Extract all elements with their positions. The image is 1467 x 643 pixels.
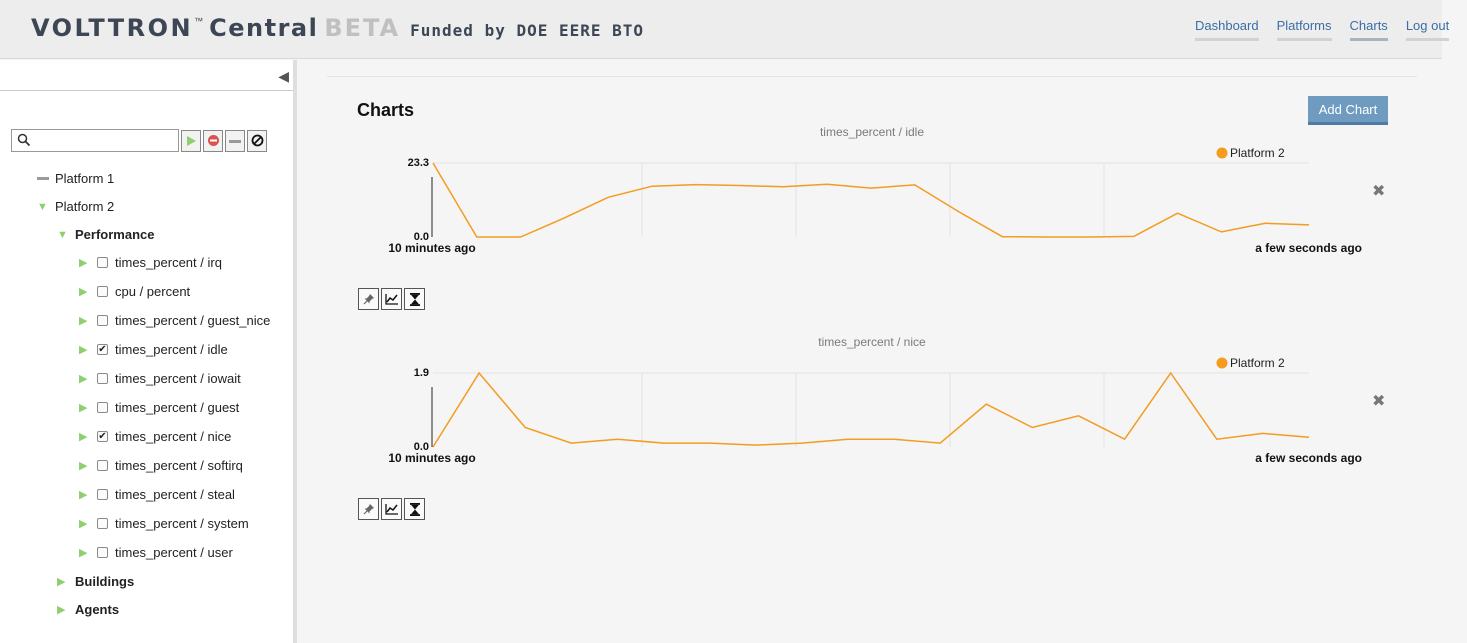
tree-item-label: times_percent / idle	[115, 342, 228, 357]
topic-checkbox[interactable]	[97, 402, 108, 413]
topic-checkbox[interactable]	[97, 489, 108, 500]
tree-item-topic[interactable]	[79, 458, 243, 473]
topic-checkbox[interactable]	[97, 460, 108, 471]
triangle-right-icon[interactable]: ▶	[79, 518, 88, 530]
filter-clear-button[interactable]	[247, 130, 267, 152]
chart-title: times_percent / idle	[819, 125, 925, 139]
filter-running-button[interactable]	[181, 130, 201, 152]
triangle-right-icon[interactable]: ▶	[79, 489, 88, 501]
tree-item-label: times_percent / guest	[115, 400, 240, 415]
tree-item-topic[interactable]	[79, 371, 241, 386]
status-unknown-icon	[37, 177, 49, 180]
topic-checkbox[interactable]	[97, 286, 108, 297]
y-min-label: 0.0	[413, 441, 429, 453]
pin-icon	[363, 293, 375, 305]
triangle-right-icon[interactable]: ▶	[79, 257, 88, 269]
chart-toolbar	[358, 498, 427, 520]
tree-item-topic[interactable]	[79, 516, 249, 531]
stop-circle-icon	[207, 134, 220, 147]
main-content	[301, 60, 1442, 643]
brand-name: VOLTTRON	[31, 14, 194, 42]
triangle-right-icon[interactable]: ▶	[79, 315, 88, 327]
divider	[327, 76, 1417, 77]
top-nav	[1195, 18, 1467, 41]
x-end-label: a few seconds ago	[1255, 241, 1362, 255]
line-chart-icon	[385, 293, 399, 305]
triangle-right-icon[interactable]: ▶	[79, 286, 88, 298]
tree-item-topic[interactable]	[79, 313, 270, 328]
nav-platforms[interactable]: Platforms	[1277, 18, 1332, 41]
brand-logo	[31, 14, 644, 46]
topic-checkbox[interactable]	[97, 518, 108, 529]
search-icon	[17, 133, 31, 147]
pin-icon	[363, 503, 375, 515]
tree-item-platform-1[interactable]	[37, 171, 114, 186]
brand-funded: Funded by DOE EERE BTO	[410, 21, 645, 40]
tree-item-label: times_percent / irq	[115, 255, 222, 270]
series-line-platform-2	[433, 373, 1309, 447]
tree-item-label: Agents	[75, 602, 120, 617]
topic-checkbox[interactable]	[97, 315, 108, 326]
brand-product: Central	[209, 14, 319, 42]
search-box	[11, 129, 179, 152]
tree-item-topic[interactable]	[79, 284, 190, 299]
topic-checkbox[interactable]	[97, 373, 108, 384]
tree-item-label: Platform 1	[55, 171, 115, 186]
play-icon	[185, 135, 197, 147]
close-chart-icon[interactable]: ✖	[1372, 393, 1386, 410]
nav-charts[interactable]: Charts	[1350, 18, 1388, 41]
add-chart-button[interactable]: Add Chart	[1308, 96, 1388, 125]
tree-item-label: times_percent / iowait	[115, 371, 241, 386]
chart-grid	[433, 163, 1309, 237]
triangle-right-icon[interactable]: ▶	[79, 344, 88, 356]
pin-chart-button[interactable]	[358, 498, 379, 520]
chart-title: times_percent / nice	[818, 335, 926, 349]
tree-item-agents[interactable]	[57, 602, 119, 617]
triangle-down-icon[interactable]: ▼	[37, 200, 48, 213]
triangle-down-icon[interactable]: ▼	[57, 228, 68, 241]
hourglass-icon	[410, 503, 420, 516]
hourglass-icon	[410, 293, 420, 306]
topic-checkbox[interactable]: ✔	[98, 343, 107, 355]
brand-trademark: ™	[194, 16, 204, 26]
triangle-right-icon[interactable]: ▶	[57, 576, 66, 588]
triangle-right-icon[interactable]: ▶	[57, 604, 66, 616]
chart-panel-nice	[357, 335, 1407, 535]
tree-item-topic[interactable]	[79, 255, 222, 270]
topic-checkbox[interactable]	[97, 547, 108, 558]
tree-item-label: Performance	[75, 227, 155, 242]
legend-label: Platform 2	[1230, 356, 1285, 370]
topic-checkbox[interactable]	[97, 257, 108, 268]
tree-item-topic[interactable]	[79, 342, 228, 357]
triangle-right-icon[interactable]: ▶	[79, 431, 88, 443]
filter-unknown-button[interactable]	[225, 130, 245, 152]
triangle-right-icon[interactable]: ▶	[79, 402, 88, 414]
series-line-platform-2	[433, 163, 1309, 237]
tree-item-performance[interactable]	[57, 227, 154, 242]
tree-item-label: times_percent / guest_nice	[115, 313, 271, 328]
y-min-label: 0.0	[413, 231, 429, 243]
tree-item-topic[interactable]	[79, 429, 231, 444]
tree-item-label: times_percent / system	[115, 516, 249, 531]
chart-panel-idle	[357, 125, 1407, 325]
search-input[interactable]	[12, 130, 178, 151]
dash-icon	[228, 135, 242, 147]
no-symbol-icon	[251, 134, 264, 147]
tree-item-label: cpu / percent	[115, 284, 191, 299]
line-chart	[357, 349, 1367, 477]
tree-item-platform-2[interactable]	[37, 199, 114, 214]
triangle-right-icon[interactable]: ▶	[79, 460, 88, 472]
tree-item-topic[interactable]	[79, 400, 239, 415]
x-end-label: a few seconds ago	[1255, 451, 1362, 465]
tree-item-label: Platform 2	[55, 199, 115, 214]
triangle-right-icon[interactable]: ▶	[79, 373, 88, 385]
collapse-left-icon[interactable]: ◀	[278, 68, 289, 84]
x-start-label: 10 minutes ago	[388, 241, 476, 255]
app-header	[0, 0, 1450, 59]
tree-item-topic[interactable]	[79, 545, 233, 560]
legend-swatch	[1217, 358, 1228, 369]
line-chart	[357, 139, 1367, 267]
refresh-rate-button[interactable]	[404, 288, 425, 310]
nav-dashboard[interactable]: Dashboard	[1195, 18, 1259, 41]
topic-checkbox[interactable]: ✔	[98, 430, 107, 442]
y-max-label: 1.9	[413, 367, 429, 379]
line-chart-icon	[385, 503, 399, 515]
sidebar	[0, 60, 297, 643]
tree-item-label: times_percent / user	[115, 545, 233, 560]
tree-item-label: Buildings	[75, 574, 135, 589]
pin-chart-button[interactable]	[358, 288, 379, 310]
y-max-label: 23.3	[407, 157, 429, 169]
page-title: Charts	[357, 100, 415, 120]
tree-item-label: times_percent / nice	[115, 429, 232, 444]
chart-toolbar	[358, 288, 427, 310]
tree-item-label: times_percent / softirq	[115, 458, 243, 473]
tree-item-topic[interactable]	[79, 487, 235, 502]
nav-logout[interactable]: Log out	[1406, 18, 1449, 41]
legend-label: Platform 2	[1230, 146, 1285, 160]
close-chart-icon[interactable]: ✖	[1372, 183, 1386, 200]
chart-type-button[interactable]	[381, 498, 402, 520]
sidebar-collapse-bar	[0, 60, 293, 91]
x-start-label: 10 minutes ago	[388, 451, 476, 465]
chart-type-button[interactable]	[381, 288, 402, 310]
filter-toolbar	[11, 129, 267, 152]
legend-swatch	[1217, 148, 1228, 159]
filter-stopped-button[interactable]	[203, 130, 223, 152]
tree-item-buildings[interactable]	[57, 574, 134, 589]
refresh-rate-button[interactable]	[404, 498, 425, 520]
triangle-right-icon[interactable]: ▶	[79, 547, 88, 559]
tree-item-label: times_percent / steal	[115, 487, 235, 502]
brand-beta: BETA	[324, 14, 401, 42]
